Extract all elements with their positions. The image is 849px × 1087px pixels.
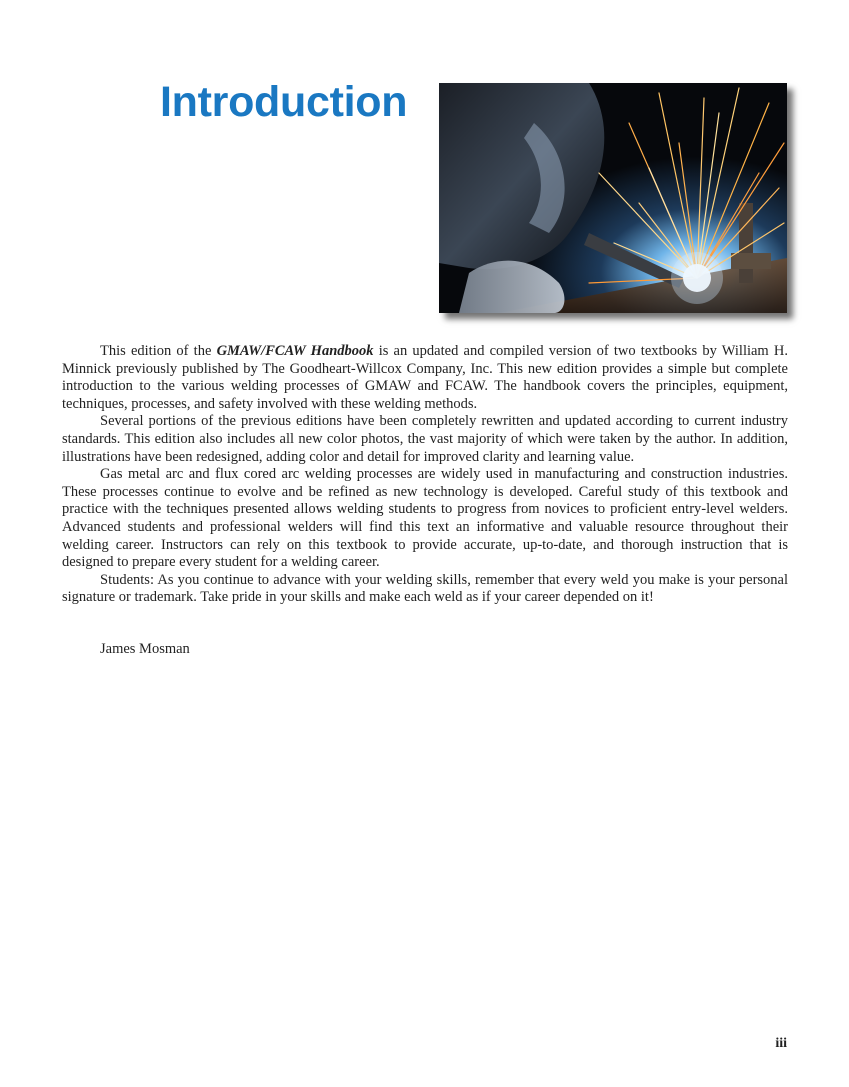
paragraph-2: Several portions of the previous editions have been completely rewritten and updated according to current industry standards. This edition also includes all new color photos, the vast majority of which were taken by the author. In addition, illustrations have been redesigned, adding color and detail for improved clarity and learning value. (62, 413, 788, 465)
paragraph-1-rest: is an updated and compiled version of two textbooks by William H. Minnick previously published by The Goodheart-Willcox Company, Inc. This new edition provides a simple but complete introduction to the various welding processes of GMAW and FCAW. The handbook covers the principles, equipment, techniques, processes, and safety involved with these welding methods. (62, 343, 788, 412)
author-signature: James Mosman (100, 641, 190, 657)
page-number: iii (775, 1036, 787, 1051)
introduction-body (62, 343, 788, 607)
paragraph-3: Gas metal arc and flux cored arc welding processes are widely used in manufacturing and construction industries. These processes continue to evolve and be refined as new technology is developed. Careful study of this textbook and practice with the techniques presented allows welding students to progress from novices to proficient entry-level welders. Advanced students and professional welders will find this text an informative and valuable resource throughout their welding career. Instructors can rely on this textbook to provide accurate, up-to-date, and thorough instruction that is designed to prepare every student for a welding career. (62, 466, 788, 571)
welding-photo (439, 83, 787, 313)
page-title: Introduction (160, 78, 408, 126)
welding-sparks-photo-icon (439, 83, 787, 313)
paragraph-1-lead: This edition of the (100, 343, 217, 359)
paragraph-4: Students: As you continue to advance with your welding skills, remember that every weld you make is your personal signature or trademark. Take pride in your skills and make each weld as if your career depended on it! (62, 571, 788, 606)
paragraph-1 (62, 343, 788, 413)
book-title: GMAW/FCAW Handbook (216, 343, 374, 359)
